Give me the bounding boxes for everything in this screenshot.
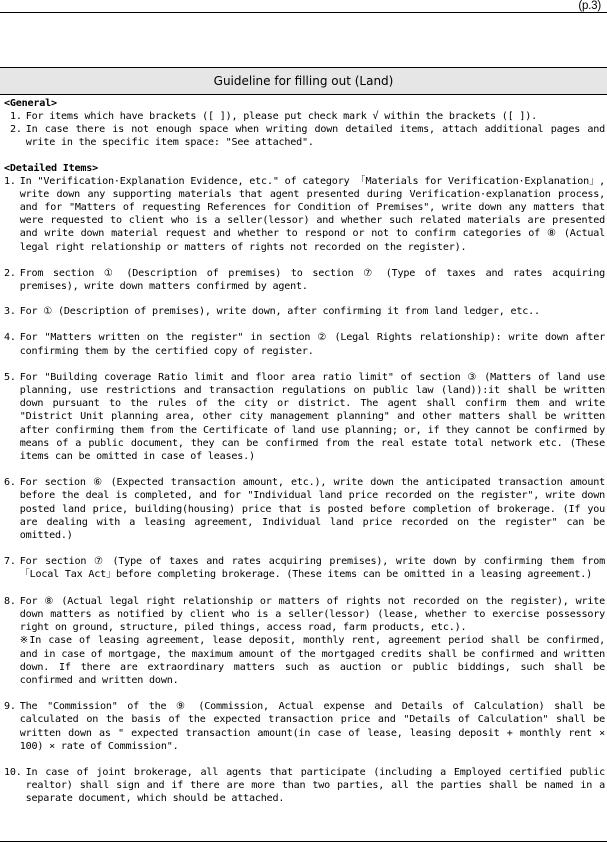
document-title: Guideline for filling out (Land): [213, 74, 394, 88]
item-number: 5.: [4, 371, 16, 383]
item-number: 9.: [4, 701, 16, 713]
item-text: For "Building coverage Ratio limit and floor area ratio limit" of section ③ (Matters of land use planning, use restrictions and transaction regulations on public law (land)):it shall be written down pursuant to the rules of the city or district. The agent shall confirm them and write "District Unit planning area, other city management planning" and other matters shall be written after confirming them from the Certificate of land use planning; or, if they cannot be confirmed by means of a public document, they can be confirmed from the real estate total network etc. (These items can be omitted in case of leases.): [19, 371, 605, 463]
item-number: 2.: [10, 124, 22, 136]
item-note: ※In case of leasing agreement, lease deposit, monthly rent, agreement period shall be confirmed, and in case of mortgage, the maximum amount of the mortgaged credits shall be confirmed and written down. If there are extraordinary matters such as auction or public biddings, such shall be confirmed and written down.: [19, 635, 605, 686]
item-text: For ① (Description of premises), write down, after confirming it from land ledger, etc..: [19, 306, 540, 318]
detailed-item-2: [4, 267, 605, 293]
general-heading: <General>: [4, 98, 57, 109]
item-number: 2.: [4, 267, 16, 279]
detailed-item-3: [4, 305, 605, 318]
item-number: 8.: [4, 595, 16, 607]
item-number: 4.: [4, 332, 16, 344]
detailed-item-1: [4, 175, 605, 254]
item-text: The "Commission" of the ⑨ (Commission, Actual expense and Details of Calculation) shall be calculated on the basis of the expected transaction price and "Details of Calculation" shall be written down as " expected transaction amount(in case of lease, leasing deposit + monthly rent × 100) × rate of Commission".: [19, 701, 605, 752]
detailed-item-5: [4, 371, 605, 463]
item-number: 7.: [4, 556, 16, 568]
document-body: [4, 97, 605, 806]
detailed-item-7: [4, 555, 605, 581]
item-body: For ⑧ (Actual legal right relationship or matters of rights not recorded on the register), write down matters as notified by client who is a seller(lessor) (lease, whether to exercise possessory right on ground, structure, piled things, access road, farm products, etc.).: [19, 595, 605, 634]
item-number: 10.: [4, 766, 22, 778]
page-number: (p.3): [578, 0, 601, 12]
item-text: In "Verification·Explanation Evidence, etc." of category 「Materials for Verification·Explanation」, write down any supporting materials that agent presented during Verification·explanation process, and for "Matters of requesting References for Condition of Premises", write down any matters that were requested to client who is a seller(lessor) and whether such related materials are presented and write down material request and whether to respond or not to confirm categories of ⑧ (Actual legal right relationship or matters of rights not recorded on the register).: [19, 175, 605, 253]
item-text: From section ① (Description of premises) to section ⑦ (Type of taxes and rates acquiring premises), write down matters confirmed by agent.: [19, 267, 605, 293]
item-text: For section ⑦ (Type of taxes and rates acquiring premises), write down by confirming them from 「Local Tax Act」before completing brokerage. (These items can be omitted in a leasing agreement.): [19, 556, 605, 581]
detailed-item-6: [4, 476, 605, 542]
detailed-item-4: [4, 331, 605, 357]
item-text: In case of joint brokerage, all agents that participate (including a Employed certified public realtor) shall sign and if there are more than two parties, all the parties shall be named in a separate document, which should be attached.: [25, 766, 605, 805]
detailed-heading: <Detailed Items>: [4, 162, 99, 174]
title-banner: [0, 67, 607, 95]
item-text: [20, 595, 605, 687]
top-rule: [0, 12, 607, 13]
item-number: 1.: [10, 111, 22, 122]
detailed-item-10: [4, 766, 605, 806]
item-number: 3.: [4, 306, 16, 318]
item-text: For "Matters written on the register" in section ② (Legal Rights relationship): write down after confirming them by the certified copy of register.: [19, 332, 605, 357]
general-item-1: [10, 110, 605, 123]
item-text: For section ⑥ (Expected transaction amount, etc.), write down the anticipated transaction amount before the deal is completed, and for "Individual land price recorded on the register", write down posted land price, building(housing) price that is posted before completion of brokerage. (If you are dealing with a leasing agreement, Individual land price recorded on the register" can be omitted.): [19, 477, 605, 542]
item-text: In case there is not enough space when writing down detailed items, attach additional pages and write in the specific item space: "See attached".: [25, 124, 605, 149]
item-text: For items which have brackets ([ ]), please put check mark √ within the brackets ([ ]).: [25, 111, 538, 122]
item-number: 6.: [4, 477, 16, 489]
item-number: 1.: [4, 175, 16, 187]
detailed-item-8: [4, 595, 605, 687]
general-item-2: [10, 123, 605, 149]
detailed-item-9: [4, 700, 605, 753]
